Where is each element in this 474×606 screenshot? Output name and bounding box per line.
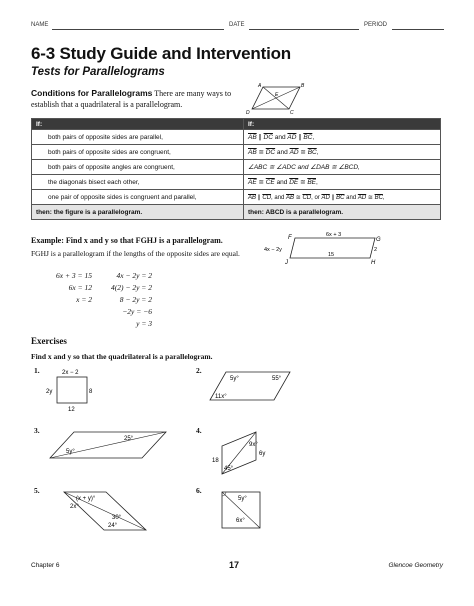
relation-symbol: , or bbox=[311, 194, 322, 201]
exercises-instruction: Find x and y so that the quadrilateral is a parallelogram. bbox=[31, 352, 213, 361]
ex5-angle-right: 30° bbox=[112, 515, 122, 521]
date-label: DATE bbox=[229, 22, 245, 28]
conclusion-right: then: ABCD is a parallelogram. bbox=[244, 205, 441, 220]
condition-text: both pairs of opposite sides are parallel, bbox=[48, 133, 163, 141]
conditions-table bbox=[31, 118, 441, 220]
table-row bbox=[32, 190, 441, 205]
exercises-heading: Exercises bbox=[31, 336, 67, 346]
ex4-angle-right: 9x° bbox=[249, 442, 258, 448]
exercise-number: 6. bbox=[196, 486, 202, 495]
segment-name: $\overline{DC}$ bbox=[263, 134, 273, 141]
figure-label-b: B bbox=[301, 83, 305, 89]
equation-step: y = 3 bbox=[136, 319, 152, 328]
segment-name: $\overline{CD}$ bbox=[302, 194, 312, 201]
footer-chapter: Chapter 6 bbox=[31, 562, 60, 569]
figure-label-d: D bbox=[246, 110, 250, 116]
condition-text: one pair of opposite sides is congruent and parallel, bbox=[48, 193, 197, 201]
segment-name: $\overline{AD}$ bbox=[289, 149, 299, 156]
segment-name: $\overline{DE}$ bbox=[289, 179, 299, 186]
table-header-left: If: bbox=[32, 119, 244, 130]
exercise-2-parallelogram bbox=[204, 368, 294, 404]
relation-symbol: and bbox=[275, 149, 290, 156]
name-label: NAME bbox=[31, 22, 49, 28]
page-number: 17 bbox=[229, 560, 240, 570]
relation-symbol: ∥ bbox=[296, 134, 304, 141]
condition-notation bbox=[244, 175, 441, 190]
period-field-line[interactable] bbox=[392, 22, 444, 30]
relation-symbol: , and bbox=[271, 194, 287, 201]
table-conclusion-row bbox=[32, 205, 441, 220]
ex1-label-top: 2x − 2 bbox=[62, 370, 79, 376]
relation-symbol: ≅ bbox=[256, 179, 266, 186]
segment-name: $\overline{AB}$ bbox=[248, 134, 257, 141]
example-left-steps bbox=[32, 270, 92, 306]
relation-symbol: ∥ bbox=[256, 134, 264, 141]
figure-label-c: C bbox=[290, 110, 294, 116]
exercise-number: 3. bbox=[34, 426, 40, 435]
condition-text: the diagonals bisect each other, bbox=[48, 178, 140, 186]
footer-publisher: Glencoe Geometry bbox=[388, 562, 443, 569]
ex3-angle-bottom: 5y° bbox=[66, 449, 75, 455]
segment-name: $\overline{BC}$ bbox=[303, 134, 313, 141]
condition-text: both pairs of opposite angles are congruent, bbox=[48, 163, 175, 171]
conditions-intro bbox=[31, 88, 246, 110]
equation-step: −2y = −6 bbox=[122, 307, 152, 316]
relation-symbol: ≅ bbox=[294, 194, 303, 201]
ex2-angle-top-right: 55° bbox=[272, 376, 282, 382]
exercise-number: 5. bbox=[34, 486, 40, 495]
condition-notation bbox=[244, 190, 441, 205]
relation-symbol: ∥ bbox=[329, 194, 337, 201]
exercise-1-rectangle bbox=[40, 366, 100, 414]
ex1-label-right: 8 bbox=[89, 389, 93, 395]
page-title: 6-3 Study Guide and Intervention bbox=[31, 44, 291, 63]
segment-name: $\overline{DC}$ bbox=[265, 149, 276, 156]
segment-name: $\overline{AE}$ bbox=[248, 179, 257, 186]
example-right-steps bbox=[90, 270, 152, 330]
exercise-5-parallelogram bbox=[44, 488, 154, 536]
label-g: G bbox=[376, 237, 381, 243]
parallelogram-abcd-figure bbox=[246, 82, 306, 116]
condition-notation: ∠ABC ≅ ∠ADC and ∠DAB ≅ ∠BCD, bbox=[244, 160, 441, 175]
table-row bbox=[32, 175, 441, 190]
relation-symbol: , bbox=[316, 149, 319, 156]
exercise-6-square bbox=[216, 488, 266, 532]
exercise-3-parallelogram bbox=[44, 428, 170, 462]
segment-name: $\overline{AD}$ bbox=[321, 194, 330, 201]
segment-name: $\overline{CD}$ bbox=[262, 194, 272, 201]
relation-symbol: , bbox=[312, 134, 315, 141]
label-bottom-side: 15 bbox=[328, 252, 335, 258]
table-row bbox=[32, 145, 441, 160]
ex3-angle-top: 25° bbox=[124, 436, 134, 442]
ex1-label-left: 2y bbox=[46, 389, 53, 395]
exercise-number: 4. bbox=[196, 426, 202, 435]
example-title: Example: Find x and y so that FGHJ is a parallelogram. bbox=[31, 236, 223, 245]
label-top-side: 6x + 3 bbox=[326, 232, 342, 238]
equation-step: 4(2) − 2y = 2 bbox=[111, 283, 152, 292]
segment-name: $\overline{BC}$ bbox=[336, 194, 345, 201]
relation-symbol: ≅ bbox=[256, 149, 266, 156]
equation-step: 6x + 3 = 15 bbox=[56, 271, 92, 280]
conditions-heading: Conditions for Parallelograms bbox=[31, 88, 153, 98]
relation-symbol: ≅ bbox=[298, 149, 308, 156]
label-f: F bbox=[288, 235, 292, 241]
ex4-left-side: 18 bbox=[212, 458, 219, 464]
name-field-line[interactable] bbox=[52, 22, 224, 30]
relation-symbol: and bbox=[344, 194, 358, 201]
ex4-right-side: 6y bbox=[259, 451, 266, 457]
equation-step: 8 − 2y = 2 bbox=[119, 295, 152, 304]
ex4-angle-left: 45° bbox=[224, 466, 234, 472]
conditions-text: There are many ways to establish that a quadrilateral is a parallelogram. bbox=[31, 89, 232, 109]
ex2-angle-top-left: 5y° bbox=[230, 376, 239, 382]
condition-notation bbox=[244, 130, 441, 145]
ex5-angle-top: (x + y)° bbox=[76, 496, 96, 502]
exercise-number: 1. bbox=[34, 366, 40, 375]
relation-symbol: ≅ bbox=[366, 194, 375, 201]
ex5-angle-left: 2x° bbox=[70, 504, 79, 510]
segment-name: $\overline{AB}$ bbox=[248, 149, 257, 156]
label-right-side: 2 bbox=[374, 247, 378, 253]
relation-symbol: ∥ bbox=[256, 194, 263, 201]
condition-notation bbox=[244, 145, 441, 160]
segment-name: $\overline{BC}$ bbox=[374, 194, 383, 201]
segment-name: $\overline{AB}$ bbox=[248, 194, 257, 201]
relation-symbol: and bbox=[274, 179, 290, 186]
relation-symbol: ≅ bbox=[298, 179, 308, 186]
segment-name: $\overline{BC}$ bbox=[307, 149, 317, 156]
page-subtitle: Tests for Parallelograms bbox=[31, 66, 165, 78]
parallelogram-fghj-figure bbox=[262, 232, 392, 266]
table-row bbox=[32, 160, 441, 175]
relation-symbol: and bbox=[272, 134, 288, 141]
label-left-side: 4x − 2y bbox=[264, 247, 282, 253]
table-header-row bbox=[32, 119, 441, 130]
ex1-label-bottom: 12 bbox=[68, 407, 75, 413]
segment-name: $\overline{CE}$ bbox=[265, 179, 275, 186]
segment-name: $\overline{AD}$ bbox=[287, 134, 297, 141]
table-header-right: If: bbox=[244, 119, 441, 130]
segment-name: $\overline{AD}$ bbox=[357, 194, 367, 201]
relation-symbol: , bbox=[382, 194, 385, 201]
segment-name: $\overline{AB}$ bbox=[286, 194, 295, 201]
date-field-line[interactable] bbox=[249, 22, 359, 30]
figure-label-a: A bbox=[258, 83, 262, 89]
segment-name: $\overline{BE}$ bbox=[307, 179, 316, 186]
exercise-number: 2. bbox=[196, 366, 202, 375]
ex6-angle-top: 5y° bbox=[238, 496, 247, 502]
ex6-angle-bottom: 6x° bbox=[236, 518, 245, 524]
ex5-angle-bottom: 24° bbox=[108, 523, 118, 529]
relation-symbol: , bbox=[316, 179, 318, 186]
period-label: PERIOD bbox=[364, 22, 388, 28]
equation-step: 4x − 2y = 2 bbox=[116, 271, 152, 280]
exercise-4-parallelogram bbox=[206, 428, 276, 478]
equation-step: x = 2 bbox=[76, 295, 92, 304]
label-h: H bbox=[371, 260, 376, 266]
label-j: J bbox=[285, 260, 288, 266]
ex2-angle-bottom-left: 11x° bbox=[215, 394, 227, 400]
example-text: FGHJ is a parallelogram if the lengths of the opposite sides are equal. bbox=[31, 249, 240, 258]
table-row bbox=[32, 130, 441, 145]
figure-label-e: E bbox=[275, 92, 279, 98]
equation-step: 6x = 12 bbox=[68, 283, 92, 292]
condition-text: both pairs of opposite sides are congruent, bbox=[48, 148, 171, 156]
conclusion-left: then: the figure is a parallelogram. bbox=[32, 205, 244, 220]
